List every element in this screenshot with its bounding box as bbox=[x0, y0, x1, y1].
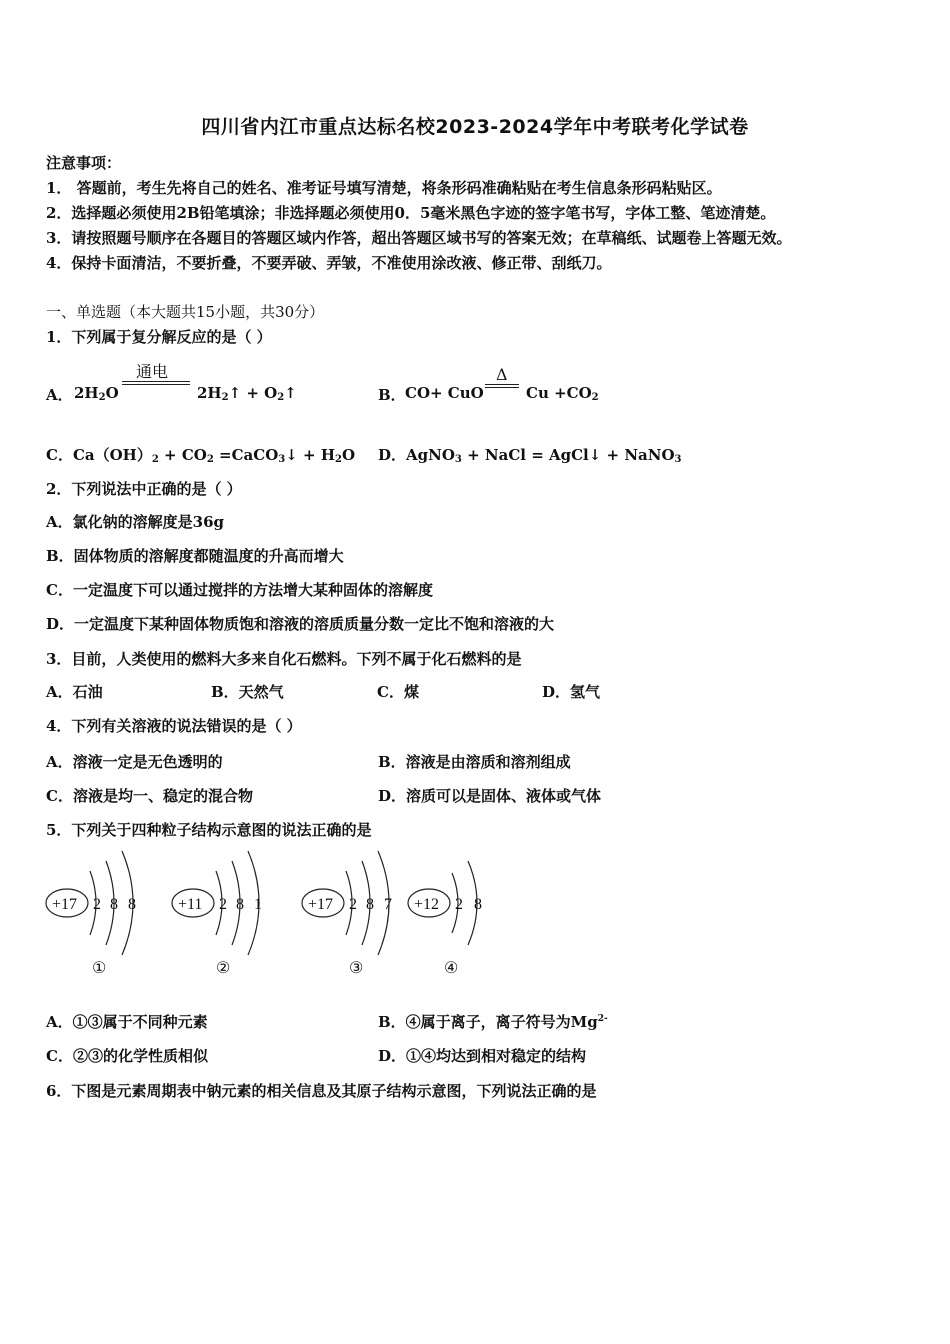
particle-label-2: ② bbox=[216, 960, 231, 977]
q4-option-c: C．溶液是均一、稳定的混合物 bbox=[46, 787, 253, 805]
q4-stem: 4．下列有关溶液的说法错误的是（ ） bbox=[46, 717, 302, 735]
equals-sign bbox=[122, 381, 190, 385]
nucleus-charge-1: +17 bbox=[52, 896, 78, 913]
notice-heading: 注意事项： bbox=[46, 154, 122, 172]
shell-electrons: 2 bbox=[93, 896, 101, 913]
q3-option-c: C．煤 bbox=[377, 683, 419, 701]
q1-a-condition: 通电 bbox=[136, 362, 169, 381]
shell-electrons: 2 bbox=[455, 896, 463, 913]
shell-electrons: 8 bbox=[474, 896, 482, 913]
nucleus-charge-2: +11 bbox=[178, 896, 203, 913]
q4-option-b: B．溶液是由溶质和溶剂组成 bbox=[378, 753, 571, 771]
equals-sign bbox=[485, 384, 519, 388]
q2-option-b: B．固体物质的溶解度都随温度的升高而增大 bbox=[46, 547, 344, 565]
notice-item-4: 4．保持卡面清洁，不要折叠，不要弄破、弄皱，不准使用涂改液、修正带、刮纸刀。 bbox=[46, 254, 612, 272]
shell-electrons: 8 bbox=[110, 896, 118, 913]
shell-electrons: 1 bbox=[254, 896, 262, 913]
shell-electrons: 7 bbox=[384, 896, 392, 913]
nucleus-charge-3: +17 bbox=[308, 896, 334, 913]
q2-option-a: A．氯化钠的溶解度是36g bbox=[46, 513, 225, 531]
particle-label-3: ③ bbox=[349, 960, 364, 977]
shell-electrons: 8 bbox=[236, 896, 244, 913]
q4-option-d: D．溶质可以是固体、液体或气体 bbox=[378, 787, 602, 805]
notice-item-1: 1． 答题前，考生先将自己的姓名、准考证号填写清楚，将条形码准确粘贴在考生信息条形码粘贴区。 bbox=[46, 179, 722, 197]
q6-stem: 6．下图是元素周期表中钠元素的相关信息及其原子结构示意图，下列说法正确的是 bbox=[46, 1082, 597, 1100]
atomic-structure-diagrams bbox=[40, 845, 520, 985]
q1-stem: 1．下列属于复分解反应的是（ ） bbox=[46, 328, 272, 346]
q5-option-b: B．④属于离子，离子符号为$Mg^{2-}$ bbox=[378, 1013, 608, 1031]
particle-label-4: ④ bbox=[444, 960, 459, 977]
nucleus-charge-4: +12 bbox=[414, 896, 440, 913]
q1-a-reactant: $2H_2O$ bbox=[74, 384, 119, 403]
q5-stem: 5．下列关于四种粒子结构示意图的说法正确的是 bbox=[46, 821, 372, 839]
q4-option-a: A．溶液一定是无色透明的 bbox=[46, 753, 223, 771]
section-heading: 一、单选题（本大题共15小题，共30分） bbox=[46, 303, 325, 321]
exam-title: 四川省内江市重点达标名校2023-2024学年中考联考化学试卷 bbox=[201, 116, 749, 138]
shell-electrons: 8 bbox=[128, 896, 136, 913]
q2-stem: 2．下列说法中正确的是（ ） bbox=[46, 480, 242, 498]
q1-b-reactant: CO+ CuO bbox=[405, 384, 484, 402]
q3-stem: 3．目前，人类使用的燃料大多来自化石燃料。下列不属于化石燃料的是 bbox=[46, 650, 522, 668]
q1-b-products: $Cu +CO_2$ bbox=[526, 384, 599, 403]
q1-a-label: A． bbox=[46, 386, 73, 404]
q1-option-c: C．$Ca(OH)_2 + CO_2$ =CaCO$_3$↓ + $H_2O$ bbox=[46, 446, 356, 465]
notice-item-3: 3．请按照题号顺序在各题目的答题区域内作答，超出答题区域书写的答案无效；在草稿纸、试题卷上答题无效。 bbox=[46, 229, 792, 247]
q3-option-a: A．石油 bbox=[46, 683, 103, 701]
q3-option-b: B．天然气 bbox=[211, 683, 284, 701]
q3-option-d: D．氢气 bbox=[542, 683, 601, 701]
q1-b-label: B． bbox=[378, 386, 406, 404]
q1-option-d: D．AgNO$_3$ + NaCl = AgCl↓ + NaNO$_3$ bbox=[378, 446, 682, 465]
q5-option-c: C．②③的化学性质相似 bbox=[46, 1047, 208, 1065]
q1-a-products: $2H_2↑$ + $O_2↑$ bbox=[197, 384, 297, 403]
q2-option-d: D．一定温度下某种固体物质饱和溶液的溶质质量分数一定比不饱和溶液的大 bbox=[46, 615, 555, 633]
shell-electrons: 2 bbox=[349, 896, 357, 913]
q1-b-condition: Δ bbox=[496, 365, 508, 384]
notice-item-2: 2．选择题必须使用2B铅笔填涂；非选择题必须使用0．5毫米黑色字迹的签字笔书写，字体工整、笔迹清楚。 bbox=[46, 204, 776, 222]
q5-option-d: D．①④均达到相对稳定的结构 bbox=[378, 1047, 587, 1065]
shell-electrons: 8 bbox=[366, 896, 374, 913]
shell-electrons: 2 bbox=[219, 896, 227, 913]
q5-option-a: A．①③属于不同种元素 bbox=[46, 1013, 208, 1031]
q2-option-c: C．一定温度下可以通过搅拌的方法增大某种固体的溶解度 bbox=[46, 581, 433, 599]
particle-label-1: ① bbox=[92, 960, 107, 977]
